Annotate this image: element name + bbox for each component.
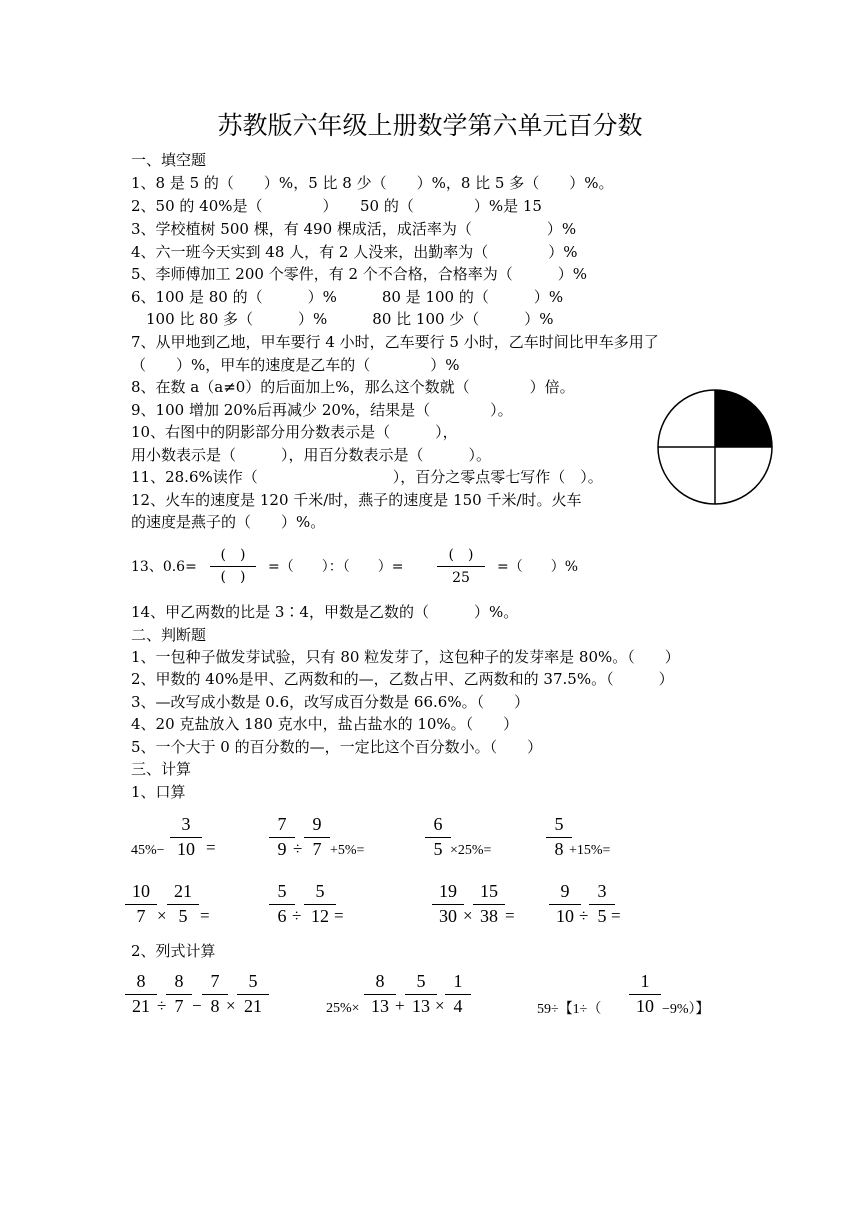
q13-frac1-denominator: ( ) [220,569,246,585]
fraction-numerator: 19 [439,881,457,901]
oral2-e4-operator: ÷ [579,906,589,925]
question-1-10a: 10、右图中的阴影部分用分数表示是（ ）， [131,423,458,441]
fraction-numerator: 9 [312,814,322,834]
fraction-numerator: 10 [132,881,150,901]
fraction-numerator: 8 [136,971,146,991]
q13-frac2-denominator: 25 [452,570,470,586]
oral2-e2-equals: = [334,906,344,925]
oral1-e3-suffix: ×25%= [450,843,492,858]
fraction-numerator: 1 [640,971,650,991]
pie-shaded-quarter [715,390,772,447]
q13-frac2-bar [437,566,485,567]
oral2-e4-equals: = [611,906,621,925]
section-heading-fill-blank: 一、填空题 [131,151,207,169]
fraction-numerator: 3 [597,881,607,901]
oral2-e1-operator: × [157,906,167,925]
oral2-e2-operator: ÷ [292,906,302,925]
fraction-denominator: 4 [453,996,463,1016]
question-2-4: 4、20 克盐放入 180 克水中，盐占盐水的 10%。（ ） [131,715,519,733]
oral2-e1-equals: = [200,906,210,925]
page-title: 苏教版六年级上册数学第六单元百分数 [217,111,643,140]
question-1-9: 9、100 增加 20%后再减少 20%，结果是（ ）。 [131,401,513,419]
fraction-numerator: 8 [375,971,385,991]
fraction-numerator: 7 [277,814,287,834]
oral2-e3-operator: × [463,906,473,925]
question-1-4: 4、六一班今天实到 48 人，有 2 人没来，出勤率为（ ）% [131,243,578,261]
written-2-operator-1: + [395,996,405,1015]
oral2-e3-equals: = [505,906,515,925]
fraction-denominator: 10 [556,906,574,926]
q13-frac2-numerator: ( ) [448,547,474,563]
section-heading-calc: 三、计算 [131,760,192,778]
fraction-denominator: 8 [554,839,564,859]
question-1-1: 1、8 是 5 的（ ）%，5 比 8 少（ ）%，8 比 5 多（ ）%。 [131,174,614,192]
fraction-denominator: 13 [412,996,430,1016]
fraction-numerator: 21 [174,881,192,901]
oral1-e2-suffix: +5%= [330,843,365,858]
question-2-5: 5、一个大于 0 的百分数的—，一定比这个百分数小。（ ） [131,738,543,756]
fraction-denominator: 21 [132,996,150,1016]
fraction-numerator: 6 [433,814,443,834]
q13-middle: =（ ）：（ ）= [268,559,404,575]
question-1-6b: 100 比 80 多（ ）% 80 比 100 少（ ）% [131,310,554,328]
fraction-numerator: 3 [181,814,191,834]
fraction-denominator: 12 [311,906,329,926]
question-1-14: 14、甲乙两数的比是 3∶4，甲数是乙数的（ ）%。 [131,603,519,621]
question-1-2: 2、50 的 40%是（ ） 50 的（ ）%是 15 [131,197,542,215]
question-1-10b: 用小数表示是（ ），用百分数表示是（ ）。 [131,446,492,464]
fraction-numerator: 5 [248,971,258,991]
fraction-denominator: 5 [597,906,607,926]
question-1-13-label: 13、0.6= [131,559,197,575]
written-3-suffix: −9%）】 [662,1002,710,1017]
fraction-denominator: 7 [312,839,322,859]
fraction-numerator: 9 [560,881,570,901]
written-1-operator-1: ÷ [157,996,167,1015]
question-2-3: 3、—改写成小数是 0.6，改写成百分数是 66.6%。（ ） [131,693,530,711]
fraction-numerator: 15 [480,881,498,901]
question-1-12a: 12、火车的速度是 120 千米/时，燕子的速度是 150 千米/时。火车 [131,491,582,509]
fraction-denominator: 10 [177,839,195,859]
fraction-numerator: 5 [554,814,564,834]
question-1-3: 3、学校植树 500 棵，有 490 棵成活，成活率为（ ）% [131,220,577,238]
fraction-denominator: 5 [178,906,188,926]
fraction-denominator: 13 [371,996,389,1016]
fraction-denominator: 8 [210,996,220,1016]
fraction-numerator: 5 [277,881,287,901]
question-2-2: 2、甲数的 40%是甲、乙两数和的—，乙数占甲、乙两数和的 37.5%。（ ） [131,670,674,688]
fraction-denominator: 21 [244,996,262,1016]
question-1-6a: 6、100 是 80 的（ ）% 80 是 100 的（ ）% [131,288,564,306]
oral1-e2-operator: ÷ [293,839,303,858]
question-1-5: 5、李师傅加工 200 个零件，有 2 个不合格，合格率为（ ）% [131,265,588,283]
written-1-operator-3: × [226,996,236,1015]
q13-frac1-numerator: ( ) [220,547,246,563]
question-2-1: 1、一包种子做发芽试验，只有 80 粒发芽了，这包种子的发芽率是 80%。（ ） [131,648,680,666]
fraction-numerator: 1 [453,971,463,991]
written-2-operator-2: × [435,996,445,1015]
question-1-12b: 的速度是燕子的（ ）%。 [131,513,326,531]
fraction-numerator: 8 [174,971,184,991]
fraction-numerator: 5 [416,971,426,991]
written-2-prefix: 25%× [326,1001,360,1016]
question-1-7b: （ ）%，甲车的速度是乙车的（ ）% [131,356,460,374]
fraction-numerator: 7 [210,971,220,991]
written-3-prefix: 59÷【1÷（ [537,1002,602,1017]
question-1-8: 8、在数 a（a≠0）的后面加上%，那么这个数就（ ）倍。 [131,378,575,396]
fraction-denominator: 5 [433,839,443,859]
fraction-denominator: 10 [636,996,654,1016]
oral1-e1-prefix: 45%− [131,843,165,858]
fraction-denominator: 7 [136,906,146,926]
subheading-written: 2、列式计算 [131,942,216,960]
pie-figure [656,388,774,506]
question-1-7a: 7、从甲地到乙地，甲车要行 4 小时，乙车要行 5 小时，乙车时间比甲车多用了 [131,333,659,351]
fraction-denominator: 30 [439,906,457,926]
oral1-e4-suffix: +15%= [569,843,611,858]
fraction-denominator: 6 [277,906,287,926]
oral1-e1-equals: = [206,838,216,857]
subheading-oral: 1、口算 [131,783,186,801]
fraction-denominator: 7 [174,996,184,1016]
fraction-denominator: 38 [480,906,498,926]
q13-end: =（ ）% [497,559,579,575]
fraction-numerator: 5 [315,881,325,901]
section-heading-judge: 二、判断题 [131,626,207,644]
written-1-operator-2: − [192,996,202,1015]
question-1-11: 11、28.6%读作（ ），百分之零点零七写作（ ）。 [131,468,603,486]
fraction-denominator: 9 [277,839,287,859]
